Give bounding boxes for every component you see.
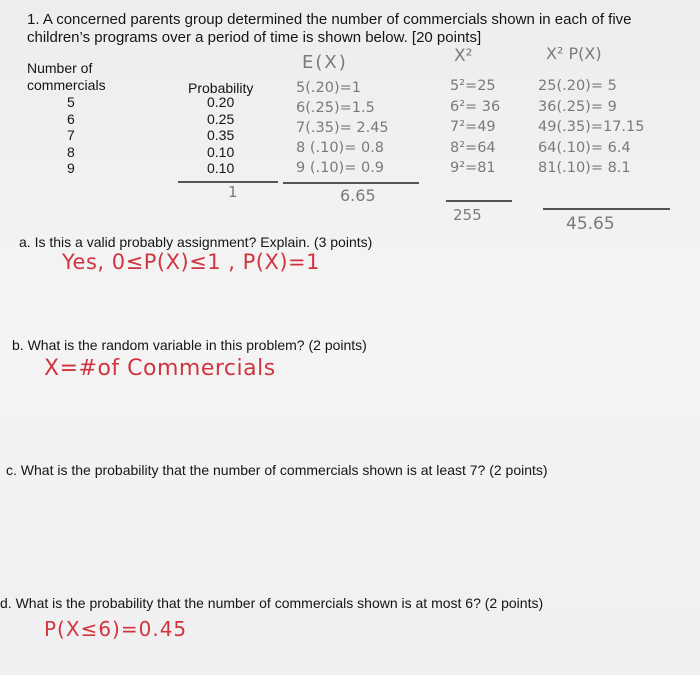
commercials-value: 6 bbox=[67, 110, 75, 127]
x2px-row: 49(.35)=17.15 bbox=[538, 119, 645, 135]
ex-row: 5(.20)=1 bbox=[296, 80, 361, 96]
ex-row: 8 (.10)= 0.8 bbox=[296, 140, 385, 156]
ex-header: E(X) bbox=[302, 52, 348, 73]
ex-column bbox=[296, 78, 389, 178]
x2-row: 5²=25 bbox=[450, 78, 496, 94]
commercials-value: 8 bbox=[67, 143, 75, 160]
probability-column bbox=[207, 94, 234, 177]
x2-column bbox=[450, 76, 500, 179]
commercials-column bbox=[67, 94, 75, 177]
probability-value: 0.35 bbox=[207, 127, 235, 143]
x2-row: 7²=49 bbox=[450, 119, 496, 135]
header-probability: Probability bbox=[188, 80, 254, 96]
question-line-2: children’s programs over a period of time is shown below. [20 points] bbox=[27, 29, 482, 46]
part-d-question: d. What is the probability that the number of commercials shown is at most 6? (2 points) bbox=[0, 595, 544, 611]
x2px-total: 45.65 bbox=[566, 214, 615, 234]
probability-value: 0.20 bbox=[207, 94, 235, 110]
x2-sum-line bbox=[446, 200, 512, 202]
x2-header: X² bbox=[454, 46, 473, 66]
probability-value: 0.10 bbox=[207, 160, 235, 176]
x2px-row: 25(.20)= 5 bbox=[538, 78, 617, 94]
ex-row: 7(.35)= 2.45 bbox=[296, 120, 389, 136]
x2-row: 8²=64 bbox=[450, 139, 496, 156]
x2px-row: 81(.10)= 8.1 bbox=[538, 160, 631, 176]
x2px-header: X² P(X) bbox=[546, 44, 602, 63]
commercials-value: 7 bbox=[67, 127, 75, 143]
commercials-value: 9 bbox=[67, 160, 75, 176]
part-b-answer: X=#of Commercials bbox=[44, 356, 276, 381]
x2px-sum-line bbox=[543, 208, 670, 210]
part-b-question: b. What is the random variable in this problem? (2 points) bbox=[12, 337, 367, 353]
x2-row: 6²= 36 bbox=[450, 98, 501, 115]
header-commercials: commercials bbox=[27, 77, 106, 93]
commercials-value: 5 bbox=[67, 94, 75, 110]
question-line-1: 1. A concerned parents group determined the number of commercials shown in each of five bbox=[27, 11, 632, 28]
part-c-question: c. What is the probability that the number of commercials shown is at least 7? (2 points) bbox=[6, 462, 548, 478]
x2px-column bbox=[538, 76, 644, 179]
x2-total: 255 bbox=[453, 206, 482, 224]
ex-row: 9 (.10)= 0.9 bbox=[296, 160, 385, 176]
probability-value: 0.10 bbox=[207, 143, 235, 160]
x2-row: 9²=81 bbox=[450, 160, 496, 176]
ex-row: 6(.25)=1.5 bbox=[296, 100, 375, 116]
part-a-answer: Yes, 0≤P(X)≤1 , P(X)=1 bbox=[62, 250, 321, 274]
x2px-row: 36(.25)= 9 bbox=[538, 98, 617, 115]
probability-value: 0.25 bbox=[207, 110, 235, 127]
header-number-of: Number of bbox=[27, 60, 93, 76]
probability-sum-mark: 1 bbox=[228, 183, 238, 201]
ex-sum-line bbox=[283, 182, 419, 184]
part-d-answer: P(X≤6)=0.45 bbox=[44, 617, 188, 641]
ex-total: 6.65 bbox=[340, 186, 376, 205]
x2px-row: 64(.10)= 6.4 bbox=[538, 139, 631, 156]
part-a-question: a. Is this a valid probably assignment? Explain. (3 points) bbox=[19, 234, 373, 250]
